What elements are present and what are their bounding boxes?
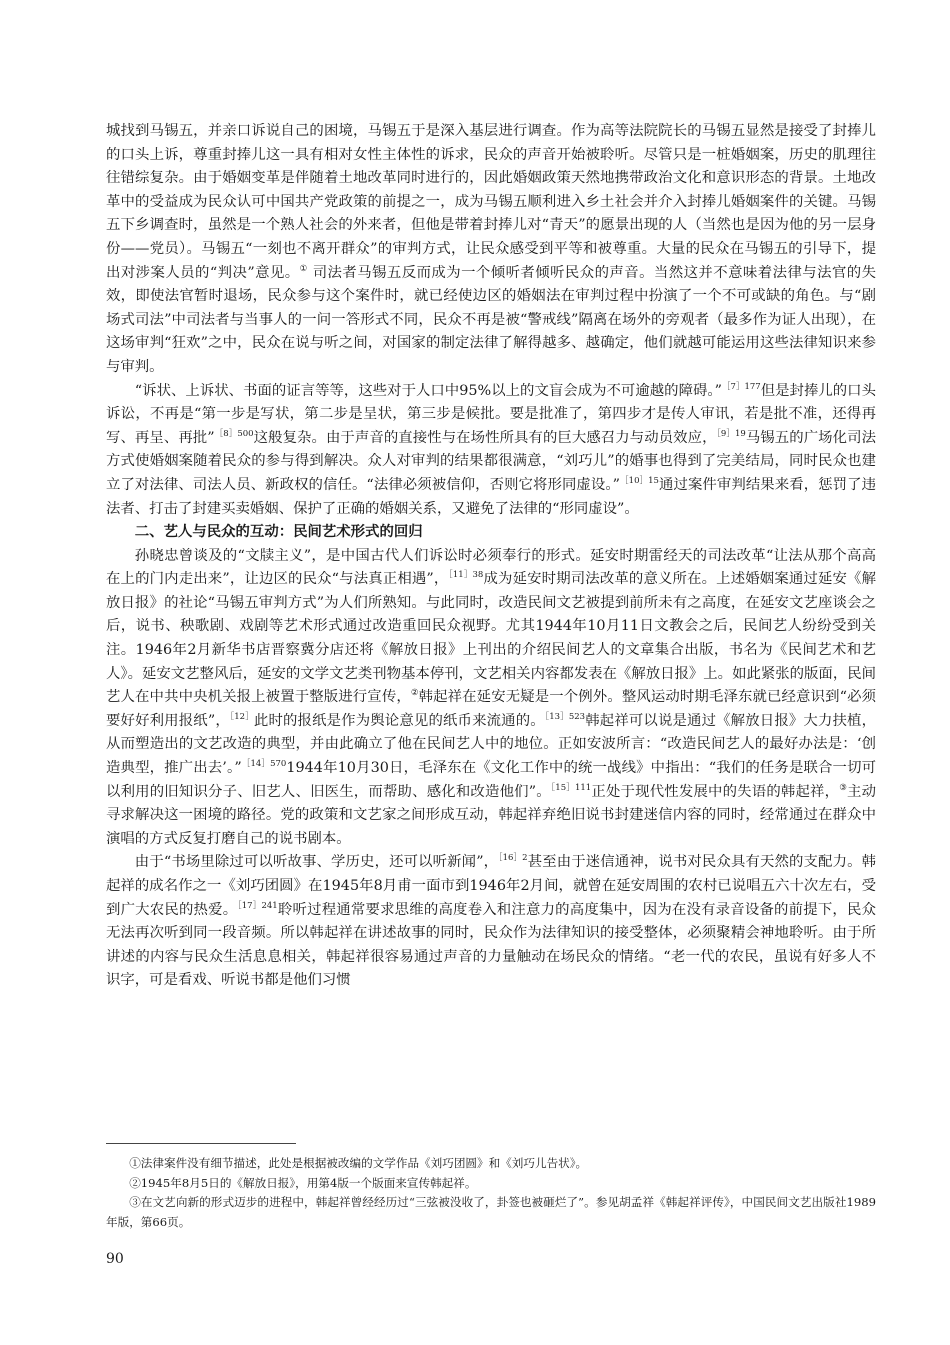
paragraph-3-text-d: 此时的报纸是作为舆论意见的纸币来流通的。 (253, 712, 545, 729)
paragraph-3-text-c: 韩起祥在延安无疑是一个例外。整风运动时期毛泽东就已经意识到“必须要好好利用报纸”， (106, 689, 876, 729)
citation-8: ［8］500 (214, 428, 254, 439)
paragraph-4-text-a: 由于“书场里除过可以听故事、学历史，还可以听新闻”， (134, 854, 499, 871)
citation-15: ［15］111 (550, 782, 592, 793)
section-heading: 二、艺人与民众的互动：民间艺术形式的回归 (134, 524, 423, 541)
footnote-marker-1: ① (299, 263, 308, 274)
paragraph-2-text-c: 这般复杂。由于声音的直接性与在场性所具有的巨大感召力与动员效应， (253, 429, 717, 446)
paragraph-1-text-a: 城找到马锡五，并亲口诉说自己的困境，马锡五于是深入基层进行调查。作为高等法院院长的马锡五显然是接受了封捧儿的口头上诉，尊重封捧儿这一具有相对女性主体性的诉求，民众的声音开始被聆听。尽管只是一桩婚姻案，历史的肌理往往错综复杂。由于婚姻变革是伴随着土地改革同时进行的，因此婚姻政策天然地携带政治文化和意识形态的背景。土地改革中的受益成为民众认可中国共产党政策的前提之一，成为马锡五顺利进入乡土社会并介入封捧儿婚姻案件的关键。马锡五下乡调查时，虽然是一个熟人社会的外来者，但他是带着封捧儿对“青天”的愿景出现的人（当然也是因为他的另一层身份——党员）。马锡五“一刻也不离开群众”的审判方式，让民众感受到平等和被尊重。大量的民众在马锡五的引导下，提出对涉案人员的“判决”意见。 (106, 123, 876, 281)
citation-9: ［9］19 (716, 428, 746, 439)
citation-17: ［17］241 (237, 900, 278, 911)
paragraph-3-text-a: 孙晓忠曾谈及的“文牍主义”，是中国古代人们诉讼时必须奉行的形式。延安时期雷经天的司法改革“让法从那个高高在上的门内走出来”，让边区的民众“与法真正相遇”， (106, 547, 876, 588)
paragraph-3-text-b: 成为延安时期司法改革的意义所在。上述婚姻案通过延安《解放日报》的社论“马锡五审判方式”为人们所熟知。与此同时，改造民间文艺被提到前所未有之高度，在延安文艺座谈会之后，说书、秧歌剧、戏剧等艺术形式通过改造重回民众视野。尤其1944年10月11日文教会之后，民间艺人纷纷受到关注。1946年2月新华书店晋察冀分店还将《解放日报》上刊出的介绍民间艺人的文章集合出版，书名为《民间艺术和艺人》。延安文艺整风后，延安的文学文艺类刊物基本停刊，文艺相关内容都发表在《解放日报》上。如此紧张的版面，民间艺人在中共中央机关报上被置于整版进行宣传， (106, 571, 876, 706)
citation-12: ［12］ (229, 711, 254, 722)
body-text (106, 120, 876, 993)
paragraph-1-text-b: 司法者马锡五反而成为一个倾听者倾听民众的声音。当然这并不意味着法律与法官的失效，即使法官暂时退场，民众参与这个案件时，就已经使边区的婚姻法在审判过程中扮演了一个不可或缺的角色。与“剧场式司法”中司法者与当事人的一问一答形式不同，民众不再是被“警戒线”隔离在场外的旁观者（最多作为证人出现），在这场审判“狂欢”之中，民众在说与听之间，对国家的制定法律了解得越多、越确定，他们就越可能运用这些法律知识来参与审判。 (106, 264, 877, 375)
paragraph-3-text-g: 正处于现代性发展中的失语的韩起祥， (591, 783, 840, 800)
paragraph-2-text-a: “诉状、上诉状、书面的证言等等，这些对于人口中95%以上的文盲会成为不可逾越的障碍。” (134, 382, 722, 399)
footnote-marker-2: ② (410, 688, 419, 699)
paragraph-1 (106, 120, 876, 380)
footnote-2: ②1945年8月5日的《解放日报》，用第4版一个版面来宣传韩起祥。 (129, 1175, 477, 1190)
paragraph-3-text-e: 韩起祥可以说是通过《解放日报》大力扶植，从而塑造出的文艺改造的典型，并由此确立了他在民间艺人中的地位。正如安波所言：“改造民间艺人的最好办法是：‘创造典型，推广出去’。” (106, 712, 876, 777)
citation-13: ［13］523 (544, 711, 586, 722)
citation-14: ［14］570 (241, 759, 287, 770)
paragraph-3-text-h: 主动寻求解决这一困境的路径。党的政策和文艺家之间形成互动，韩起祥弃绝旧说书封建迷信内容的同时，经常通过在群众中演唱的方式反复打磨自己的说书剧本。 (106, 783, 876, 847)
paragraph-2 (106, 380, 876, 522)
paragraph-2-text-e: 通过案件审判结果来看，惩罚了违法者、打击了封建买卖婚姻、保护了正确的婚姻关系，又避免了法律的“形同虚设”。 (106, 476, 876, 517)
paragraph-3 (106, 545, 876, 852)
paragraph-2-text-d: 马锡五的广场化司法方式使婚姻案随着民众的参与得到解决。众人对审判的结果都很满意，“刘巧儿”的婚事也得到了完美结局，同时民众也建立了对法律、司法人员、新政权的信任。“法律必须被信仰，否则它将形同虚设。” (106, 429, 876, 493)
paragraph-4-text-c: 聆听过程通常要求思维的高度卷入和注意力的高度集中，因为在没有录音设备的前提下，民众无法再次听到同一段音频。所以韩起祥在讲述故事的同时，民众作为法律知识的接受整体，必须聚精会神地聆听。由于所讲述的内容与民众生活息息相关，韩起祥很容易通过声音的力量触动在场民众的情绪。“老一代的农民，虽说有好多人不识字，可是看戏、听说书都是他们习惯 (106, 901, 876, 989)
footnote-3: ③在文艺向新的形式迈步的进程中，韩起祥曾经经历过“三弦被没收了，卦签也被砸烂了”。参见胡孟祥《韩起祥评传》，中国民间文艺出版社1989年版，第66页。 (106, 1195, 876, 1229)
footnotes (106, 1154, 876, 1232)
citation-11: ［11］38 (448, 570, 484, 581)
paragraph-3-text-f: 1944年10月30日，毛泽东在《文化工作中的统一战线》中指出：“我们的任务是联合一切可以利用的旧知识分子、旧艺人、旧医生，而帮助、感化和改造他们”。 (106, 760, 877, 800)
citation-10: ［10］15 (620, 475, 659, 486)
page-number: 90 (106, 1251, 124, 1267)
paragraph-4 (106, 851, 876, 993)
paragraph-4-text-b: 甚至由于迷信通神，说书对民众具有天然的支配力。韩起祥的成名作之一《刘巧团圆》在1945年8月甫一面市到1946年2月间，就曾在延安周围的农村已说唱五六十次左右，受到广大农民的热爱。 (106, 854, 876, 918)
footnote-divider (106, 1143, 296, 1144)
paragraph-2-text-b: 但是封捧儿的口头诉讼，不再是“第一步是写状，第二步是呈状，第三步是候批。要是批准了，第四步才是传人审讯，若是批不准，还得再写、再呈、再批” (106, 382, 876, 446)
footnote-marker-3: ③ (839, 782, 848, 793)
citation-7: ［7］177 (721, 381, 761, 392)
citation-16: ［16］2 (498, 853, 528, 864)
footnote-1: ①法律案件没有细节描述，此处是根据被改编的文学作品《刘巧团圆》和《刘巧儿告状》。 (129, 1156, 588, 1170)
